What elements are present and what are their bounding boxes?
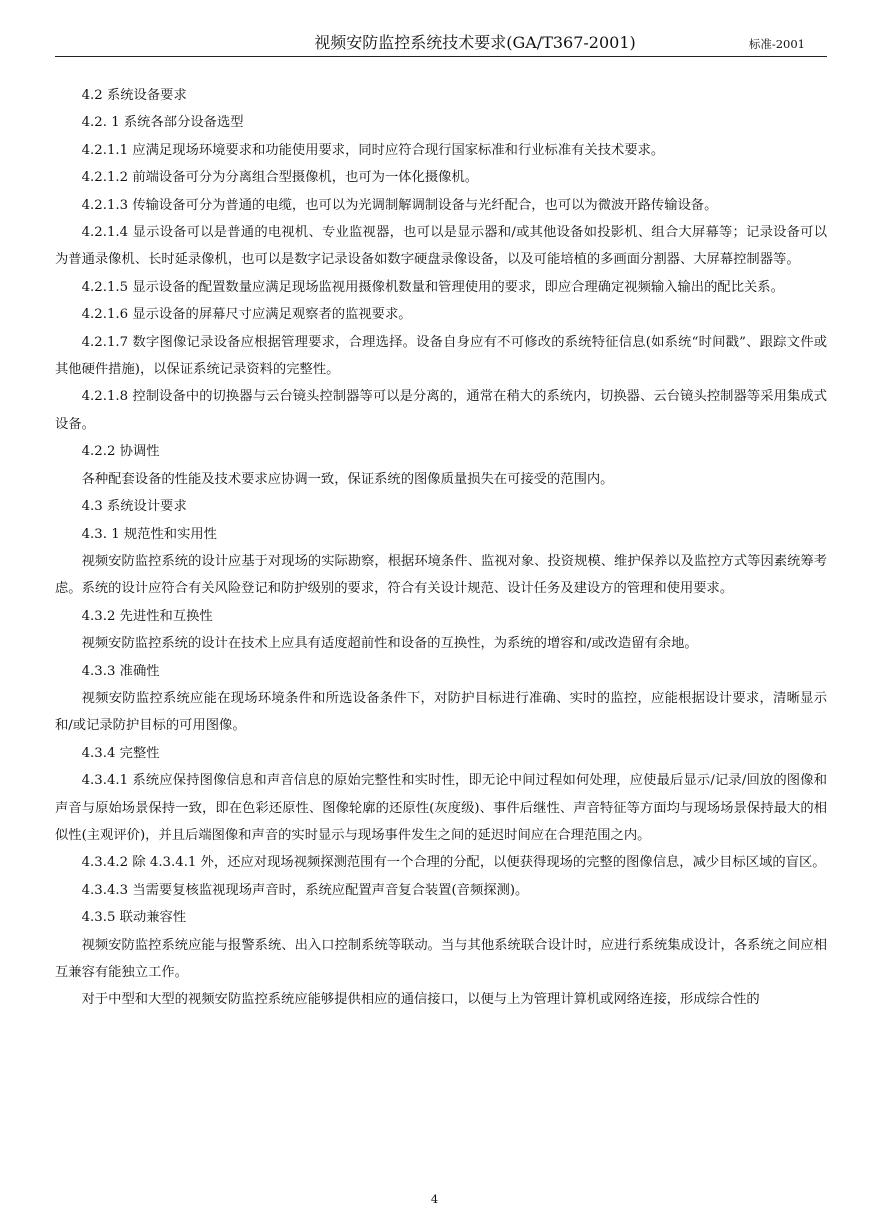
body-paragraph: 4.2.1.3 传输设备可分为普通的电缆，也可以为光调制解调制设备与光纤配合，也可以为微波开路传输设备。 <box>81 197 718 213</box>
header-tag: 标准-2001 <box>748 37 805 51</box>
body-paragraph: 4.2. 1 系统各部分设备选型 <box>81 115 244 131</box>
body-paragraph: 4.2.1.8 控制设备中的切换器与云台镜头控制器等可以是分离的，通常在稍大的系统内，切换器、云台镜头控制器等采用集成式设备。 <box>55 389 827 432</box>
body-paragraph: 4.2.1.2 前端设备可分为分离组合型摄像机，也可为一体化摄像机。 <box>81 170 479 186</box>
document-body <box>55 82 827 1014</box>
body-paragraph: 4.2.1.5 显示设备的配置数量应满足现场监视用摄像机数量和管理使用的要求，即应合理确定视频输入输出的配比关系。 <box>81 279 784 295</box>
body-paragraph: 4.2.1.6 显示设备的屏幕尺寸应满足观察者的监视要求。 <box>81 307 412 323</box>
body-paragraph: 4.2.2 协调性 <box>81 444 160 460</box>
body-paragraph: 4.3.4.1 系统应保持图像信息和声音信息的原始完整性和实时性，即无论中间过程如何处理，应使最后显示/记录/回放的图像和声音与原始场景保持一致，即在色彩还原性、图像轮廓的还原性(灰度级)、事件后继性、声音特征等方面均与现场场景保持最大的相似性(主观评价)，并且后端图像和声音的实时显示与现场事件发生之间的延迟时间应在合理范围之内。 <box>55 773 827 843</box>
body-paragraph: 4.2.1.1 应满足现场环境要求和功能使用要求，同时应符合现行国家标准和行业标准有关技术要求。 <box>81 142 665 158</box>
body-paragraph: 4.3.4.2 除 4.3.4.1 外，还应对现场视频探测范围有一个合理的分配，以便获得现场的完整的图像信息，减少目标区域的盲区。 <box>81 855 826 871</box>
header-title: 视频安防监控系统技术要求(GA/T367-2001) <box>314 33 636 52</box>
body-paragraph: 4.2 系统设备要求 <box>81 88 187 103</box>
body-paragraph: 4.2.1.7 数字图像记录设备应根据管理要求，合理选择。设备自身应有不可修改的系统特征信息(如系统“时间戳”、跟踪文件或其他硬件措施)，以保证系统记录资料的完整性。 <box>55 334 827 378</box>
page-number: 4 <box>430 1192 439 1206</box>
page-header <box>55 32 827 57</box>
body-paragraph: 对于中型和大型的视频安防监控系统应能够提供相应的通信接口，以便与上为管理计算机或网络连接，形成综合性的 <box>81 992 760 1008</box>
body-paragraph: 视频安防监控系统的设计在技术上应具有适度超前性和设备的互换性，为系统的增容和/或改造留有余地。 <box>81 636 698 652</box>
body-paragraph: 4.3 系统设计要求 <box>81 499 187 515</box>
body-paragraph: 4.3.4 完整性 <box>81 745 160 761</box>
body-paragraph: 4.3.3 准确性 <box>81 663 160 679</box>
body-paragraph: 4.3.5 联动兼容性 <box>81 910 187 926</box>
body-paragraph: 4.3. 1 规范性和实用性 <box>81 526 217 542</box>
body-paragraph: 视频安防监控系统应能在现场环境条件和所选设备条件下，对防护目标进行准确、实时的监控，应能根据设计要求，清晰显示和/或记录防护目标的可用图像。 <box>55 690 827 734</box>
body-paragraph: 4.2.1.4 显示设备可以是普通的电视机、专业监视器，也可以是显示器和/或其他设备如投影机、组合大屏幕等；记录设备可以为普通录像机、长时延录像机，也可以是数字记录设备如数字硬盘录像设备，以及可能培植的多画面分割器、大屏幕控制器等。 <box>55 225 827 268</box>
body-paragraph: 视频安防监控系统的设计应基于对现场的实际勘察，根据环境条件、监视对象、投资规模、维护保养以及监控方式等因素统筹考虑。系统的设计应符合有关风险登记和防护级别的要求，符合有关设计规范、设计任务及建设方的管理和使用要求。 <box>55 553 827 597</box>
body-paragraph: 视频安防监控系统应能与报警系统、出入口控制系统等联动。当与其他系统联合设计时，应进行系统集成设计，各系统之间应相互兼容有能独立工作。 <box>55 937 827 980</box>
body-paragraph: 4.3.2 先进性和互换性 <box>81 608 213 624</box>
body-paragraph: 各种配套设备的性能及技术要求应协调一致，保证系统的图像质量损失在可接受的范围内。 <box>81 471 614 487</box>
body-paragraph: 4.3.4.3 当需要复核监视现场声音时，系统应配置声音复合装置(音频探测)。 <box>81 882 529 898</box>
